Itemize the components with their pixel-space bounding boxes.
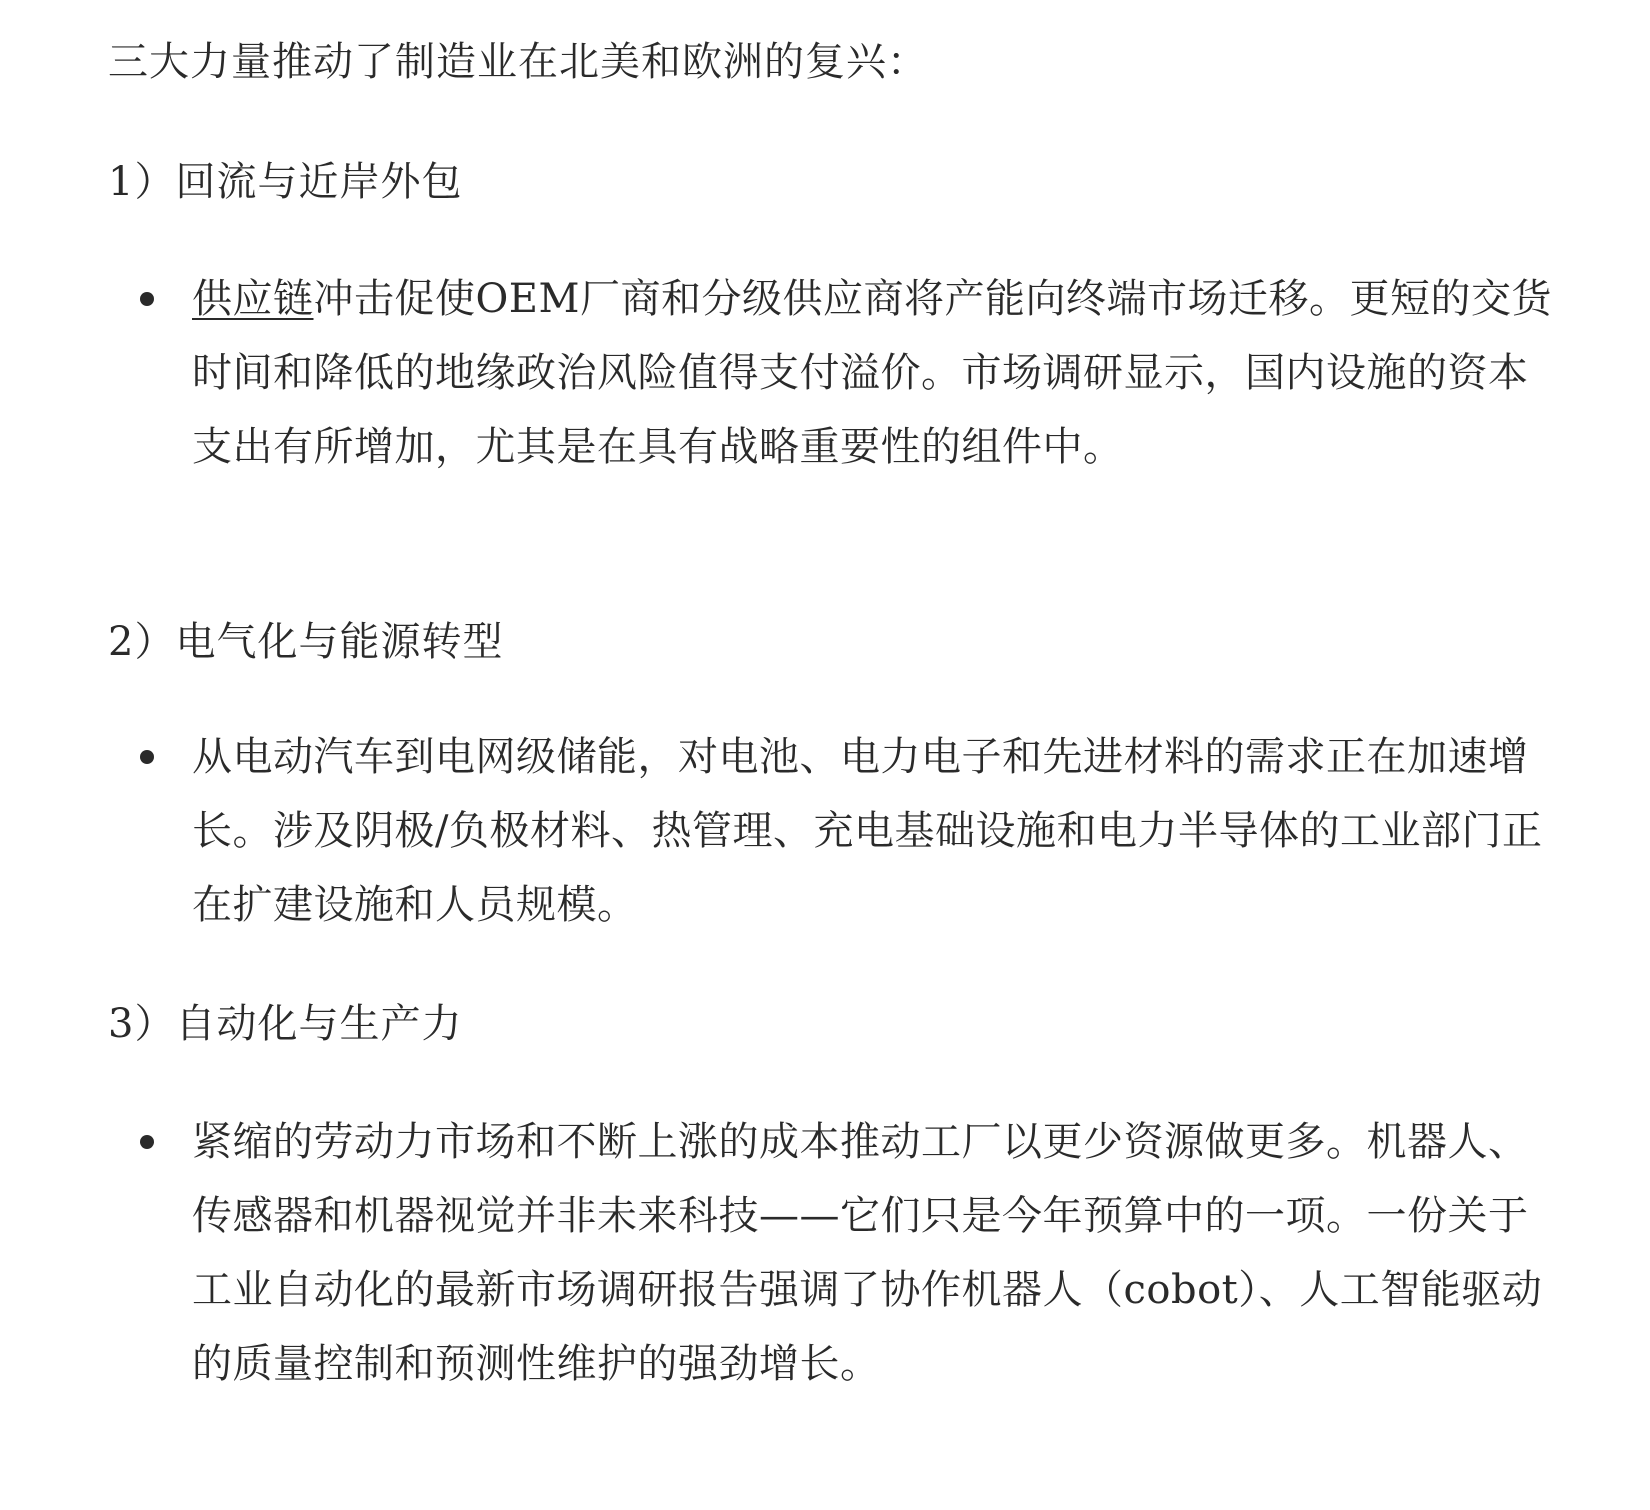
bullet-electrification-text: 从电动汽车到电网级储能，对电池、电力电子和先进材料的需求正在加速增长。涉及阴极/负极材料、热管理、充电基础设施和电力半导体的工业部门正在扩建设施和人员规模。 (192, 734, 1543, 928)
bullet-reshoring (192, 262, 1552, 484)
bullet-electrification (192, 720, 1552, 942)
section-heading-reshoring: 1）回流与近岸外包 (108, 159, 463, 205)
bullet-automation-text: 紧缩的劳动力市场和不断上涨的成本推动工厂以更少资源做更多。机器人、传感器和机器视觉并非未来科技——它们只是今年预算中的一项。一份关于工业自动化的最新市场调研报告强调了协作机器人（cobot）、人工智能驱动的质量控制和预测性维护的强劲增长。 (192, 1119, 1543, 1387)
section-heading-automation: 3）自动化与生产力 (108, 1001, 463, 1047)
supply-chain-link[interactable]: 供应链 (192, 276, 314, 322)
bullet-reshoring-text: 冲击促使OEM厂商和分级供应商将产能向终端市场迁移。更短的交货时间和降低的地缘政治风险值得支付溢价。市场调研显示，国内设施的资本支出有所增加，尤其是在具有战略重要性的组件中。 (192, 276, 1552, 470)
bullet-dot-icon (140, 750, 154, 764)
section-heading-electrification: 2）电气化与能源转型 (108, 619, 504, 665)
intro-paragraph: 三大力量推动了制造业在北美和欧洲的复兴： (108, 39, 928, 85)
bullet-dot-icon (140, 292, 154, 306)
bullet-dot-icon (140, 1135, 154, 1149)
bullet-automation (192, 1105, 1552, 1401)
